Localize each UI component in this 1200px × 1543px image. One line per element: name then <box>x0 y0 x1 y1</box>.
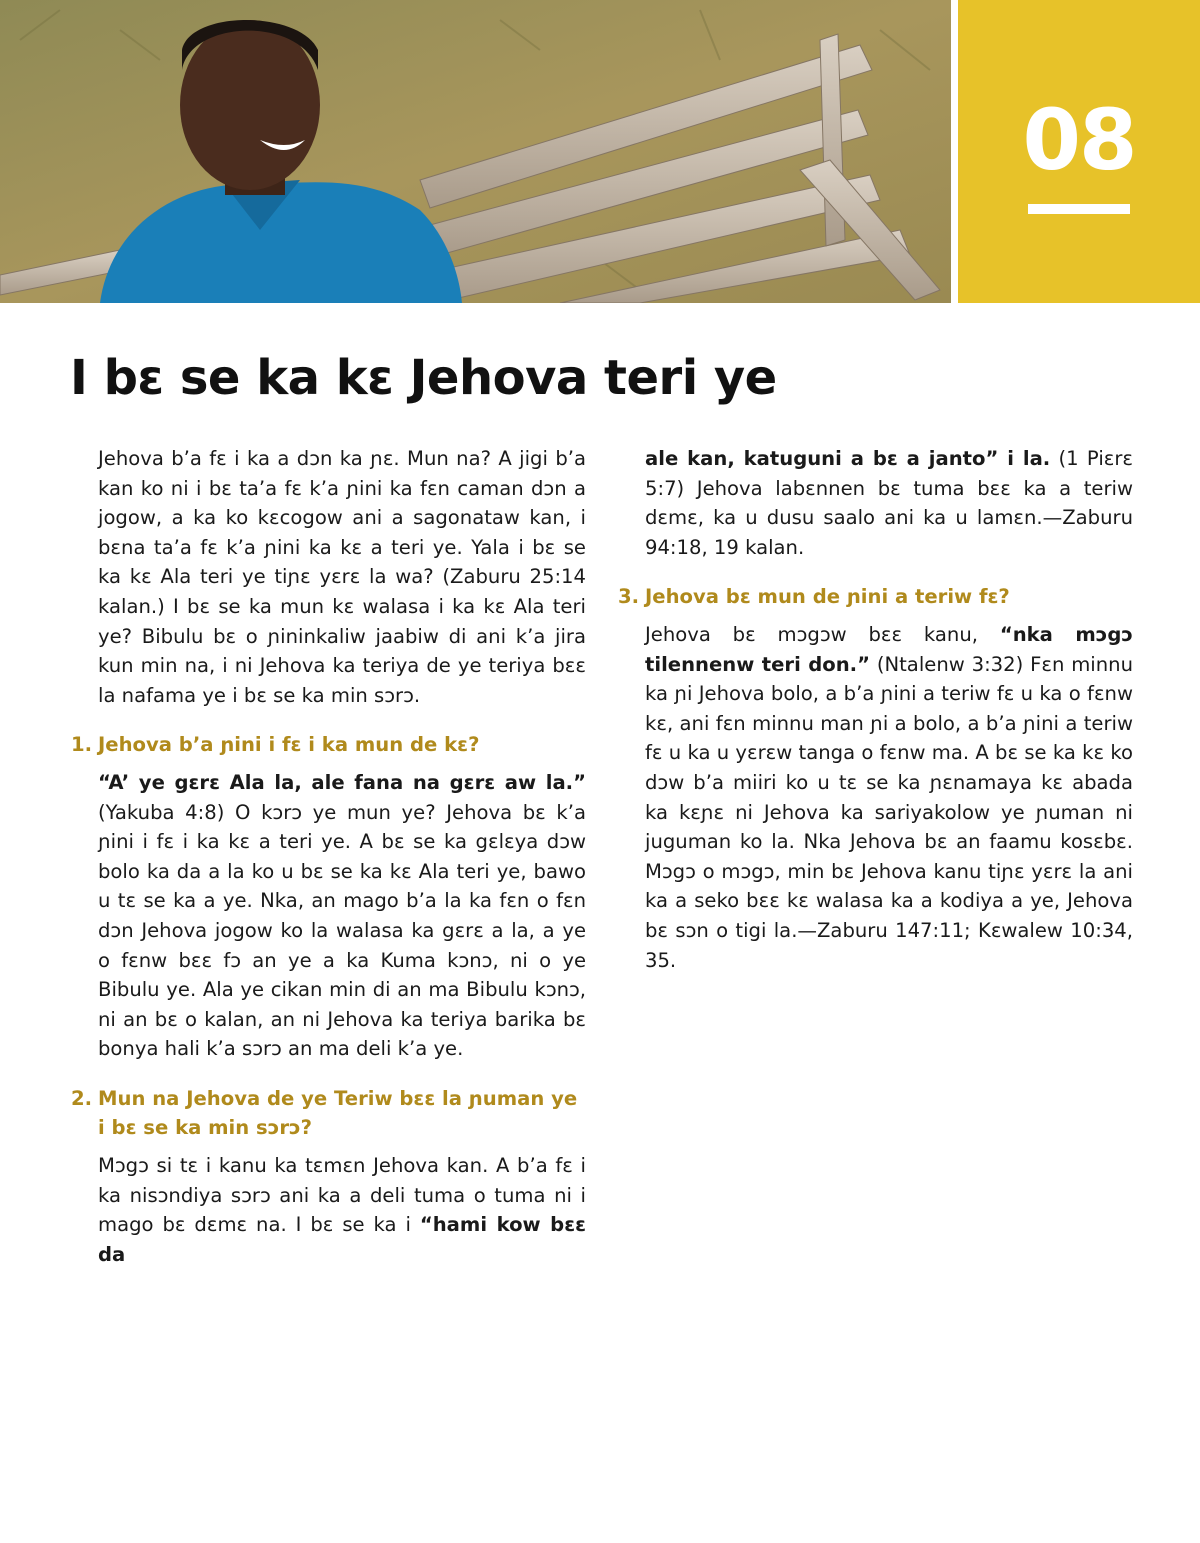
question-2 <box>71 1084 586 1143</box>
lesson-number: 08 <box>1022 91 1136 189</box>
answer-3-paragraph <box>645 620 1133 975</box>
man-on-bench-illustration <box>0 0 951 303</box>
question-number: 1. <box>71 733 93 757</box>
question-text: Mun na Jehova de ye Teriw bɛɛ la ɲuman ye i bɛ se ka min sɔrɔ? <box>98 1086 578 1140</box>
answer-text: (Yakuba 4:8) O kɔrɔ ye mun ye? Jehova bɛ k’a ɲini i fɛ i ka kɛ a teri ye. A bɛ se ka gɛlɛya dɔw bolo ka da a la ko u bɛ se ka kɛ Ala teri ye, bawo u tɛ se ka a ye. Nka, an mago b’a la ka fɛn o fɛn dɔn Jehova jogow ko la walasa ka gɛrɛ a la, a ye o fɛnw bɛɛ fɔ an ye a ka Kuma kɔnɔ, ni o ye Bibulu ye. Ala ye cikan min di an ma Bibulu kɔnɔ, ni an bɛ o kalan, an ni Jehova ka teriya barika bɛ bonya hali k’a sɔrɔ an ma deli k’a ye. <box>98 800 586 1061</box>
scripture-quote: “A’ ye gɛrɛ Ala la, ale fana na gɛrɛ aw la.” <box>98 770 586 794</box>
page-title: I bɛ se ka kɛ Jehova teri ye <box>70 350 777 406</box>
column-left <box>71 444 587 1269</box>
scripture-quote: “nka mɔgɔ tilennenw teri don.” <box>645 622 1134 676</box>
question-text: Jehova bɛ mun de ɲini a teriw fɛ? <box>645 585 1010 609</box>
hero-photo <box>0 0 951 303</box>
scripture-quote: ale kan, katuguni a bɛ a janto” i la. <box>645 447 1051 470</box>
answer-text: Jehova bɛ mɔgɔw bɛɛ kanu, <box>645 622 1000 646</box>
intro-paragraph: Jehova b’a fɛ i ka a dɔn ka ɲɛ. Mun na? A jigi b’a kan ko ni i bɛ ta’a fɛ k’a ɲini ka fɛn caman dɔn a jogow, a ka ko kɛcogow ani a sagonataw kan, i bɛna ta’a fɛ k’a ɲini ka kɛ a teri ye. Yala i bɛ se ka kɛ Ala teri ye tiɲɛ yɛrɛ la wa? (Zaburu 25:14 kalan.) I bɛ se ka mun kɛ walasa i ka kɛ Ala teri ye? Bibulu bɛ o ɲininkaliw jaabiw di ani k’a jira kun min na, i ni Jehova ka teriya de ye teriya bɛɛ la nafama ye i bɛ se ka min sɔrɔ. <box>98 447 586 707</box>
question-number: 3. <box>618 585 640 609</box>
answer-text: (Ntalenw 3:32) Fɛn minnu ka ɲi Jehova bolo, a b’a ɲini a teriw fɛ u ka o fɛnw kɛ, ani fɛn minnu man ɲi a bolo, a b’a ɲini a teriw fɛ u ka u yɛrɛw tanga o fɛnw ma. A bɛ se ka kɛ ko dɔw b’a miiri ko u tɛ se ka ɲɛnamaya kɛ abada ka kɛɲɛ ni Jehova ka sariyakolow ye ɲuman ni juguman ko la. Nka Jehova bɛ an faamu kosɛbɛ. Mɔgɔ o mɔgɔ, min bɛ Jehova kanu tiɲɛ yɛrɛ la ani ka a seko bɛɛ kɛ walasa ka a kodiya a ye, Jehova bɛ sɔn o tigi la.—Zaburu 147:11; Kɛwalew 10:34, 35. <box>645 652 1133 972</box>
column-right <box>618 444 1134 975</box>
question-1 <box>71 730 586 760</box>
lesson-number-badge <box>958 0 1200 303</box>
answer-2-paragraph <box>98 1151 586 1269</box>
answer-text: (1 Piɛrɛ 5:7) Jehova labɛnnen bɛ tuma bɛɛ ka a teriw dɛmɛ, ka u dusu saalo ani ka u lamɛn.—Zaburu 94:18, 19 kalan. <box>645 447 1133 559</box>
scripture-quote: “hami kow bɛɛ da <box>98 1213 587 1266</box>
answer-1-paragraph <box>98 768 586 1064</box>
question-number: 2. <box>71 1086 93 1110</box>
question-text: Jehova b’a ɲini i fɛ i ka mun de kɛ? <box>98 733 480 757</box>
answer-text: Mɔgɔ si tɛ i kanu ka tɛmɛn Jehova kan. A b’a fɛ i ka nisɔndiya sɔrɔ ani ka a deli tuma o tuma ni i mago bɛ dɛmɛ na. I bɛ se ka i <box>98 1154 586 1237</box>
question-3 <box>618 582 1133 612</box>
badge-underline <box>1028 204 1130 214</box>
answer-2-continued <box>645 444 1133 562</box>
